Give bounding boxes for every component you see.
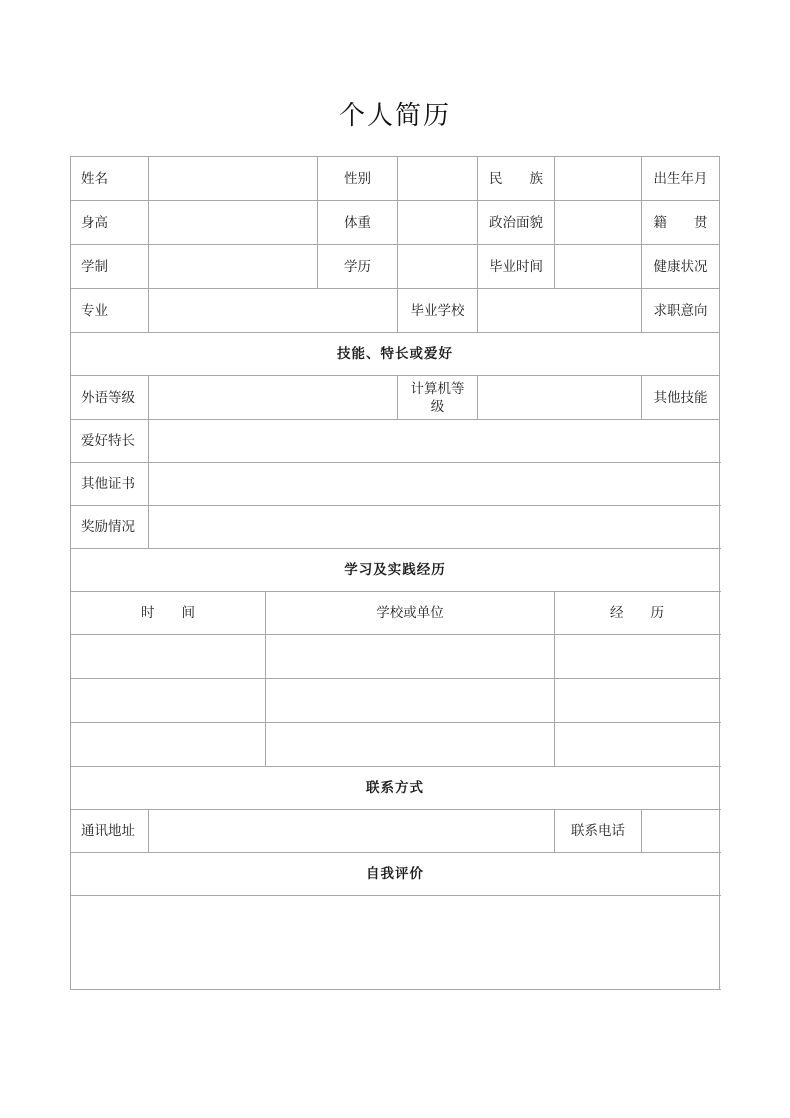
section-header-experience: 学习及实践经历: [71, 549, 720, 592]
label-foreign-language-level: 外语等级: [71, 376, 149, 420]
table-row-contact-header: [71, 767, 720, 810]
field-experience-time[interactable]: [71, 635, 266, 679]
label-native-place: 籍 贯: [642, 201, 720, 245]
label-height: 身高: [71, 201, 149, 245]
table-row-experience-entry: [71, 723, 720, 767]
label-address: 通讯地址: [71, 810, 149, 853]
field-experience-organization[interactable]: [266, 723, 555, 767]
table-row-self-evaluation-header: [71, 853, 720, 896]
section-header-contact: 联系方式: [71, 767, 720, 810]
label-education-level: 学历: [318, 245, 398, 289]
label-health-status: 健康状况: [642, 245, 720, 289]
table-row-experience-entry: [71, 679, 720, 723]
label-birthdate: 出生年月: [642, 157, 720, 201]
field-experience-organization[interactable]: [266, 679, 555, 723]
field-other-certificates[interactable]: [149, 463, 720, 506]
field-height[interactable]: [149, 201, 318, 245]
label-major: 专业: [71, 289, 149, 333]
field-education-level[interactable]: [398, 245, 478, 289]
label-other-certificates: 其他证书: [71, 463, 149, 506]
column-header-organization: 学校或单位: [266, 592, 555, 635]
section-header-self-evaluation: 自我评价: [71, 853, 720, 896]
column-header-experience: 经 历: [555, 592, 720, 635]
field-major[interactable]: [149, 289, 398, 333]
label-other-skills: 其他技能: [642, 376, 720, 420]
table-row-experience-header: [71, 549, 720, 592]
table-row-skills-header: [71, 333, 720, 376]
field-address[interactable]: [149, 810, 555, 853]
label-ethnicity: 民 族: [478, 157, 555, 201]
table-row-other-certificates: [71, 463, 720, 506]
field-experience-detail[interactable]: [555, 723, 720, 767]
label-awards: 奖励情况: [71, 506, 149, 549]
table-row-awards: [71, 506, 720, 549]
field-ethnicity[interactable]: [555, 157, 642, 201]
label-phone: 联系电话: [555, 810, 642, 853]
section-header-skills: 技能、特长或爱好: [71, 333, 720, 376]
label-gender: 性别: [318, 157, 398, 201]
column-header-time: 时 间: [71, 592, 266, 635]
label-graduation-time: 毕业时间: [478, 245, 555, 289]
table-row-major: [71, 289, 720, 333]
field-name[interactable]: [149, 157, 318, 201]
table-row-skill-grades: [71, 376, 720, 420]
field-awards[interactable]: [149, 506, 720, 549]
field-hobbies[interactable]: [149, 420, 720, 463]
field-experience-detail[interactable]: [555, 635, 720, 679]
label-hobbies: 爱好特长: [71, 420, 149, 463]
field-graduation-school[interactable]: [478, 289, 642, 333]
table-row-height: [71, 201, 720, 245]
table-row-contact: [71, 810, 720, 853]
field-schooling-system[interactable]: [149, 245, 318, 289]
table-row-experience-entry: [71, 635, 720, 679]
field-foreign-language-level[interactable]: [149, 376, 398, 420]
field-political-status[interactable]: [555, 201, 642, 245]
label-weight: 体重: [318, 201, 398, 245]
field-graduation-time[interactable]: [555, 245, 642, 289]
table-row-hobbies: [71, 420, 720, 463]
field-experience-organization[interactable]: [266, 635, 555, 679]
field-experience-time[interactable]: [71, 723, 266, 767]
field-self-evaluation[interactable]: [71, 896, 720, 990]
label-schooling-system: 学制: [71, 245, 149, 289]
field-experience-detail[interactable]: [555, 679, 720, 723]
field-gender[interactable]: [398, 157, 478, 201]
label-political-status: 政治面貌: [478, 201, 555, 245]
resume-table: [70, 156, 720, 990]
page-title: 个人简历: [338, 101, 451, 130]
table-row-experience-columns: [71, 592, 720, 635]
table-row-self-evaluation-body: [71, 896, 720, 990]
table-row-name: [71, 157, 720, 201]
label-job-intention: 求职意向: [642, 289, 720, 333]
field-computer-level[interactable]: [478, 376, 642, 420]
field-experience-time[interactable]: [71, 679, 266, 723]
table-row-schooling: [71, 245, 720, 289]
field-weight[interactable]: [398, 201, 478, 245]
label-graduation-school: 毕业学校: [398, 289, 478, 333]
label-computer-level: 计算机等级: [398, 376, 478, 420]
field-phone[interactable]: [642, 810, 720, 853]
label-name: 姓名: [71, 157, 149, 201]
